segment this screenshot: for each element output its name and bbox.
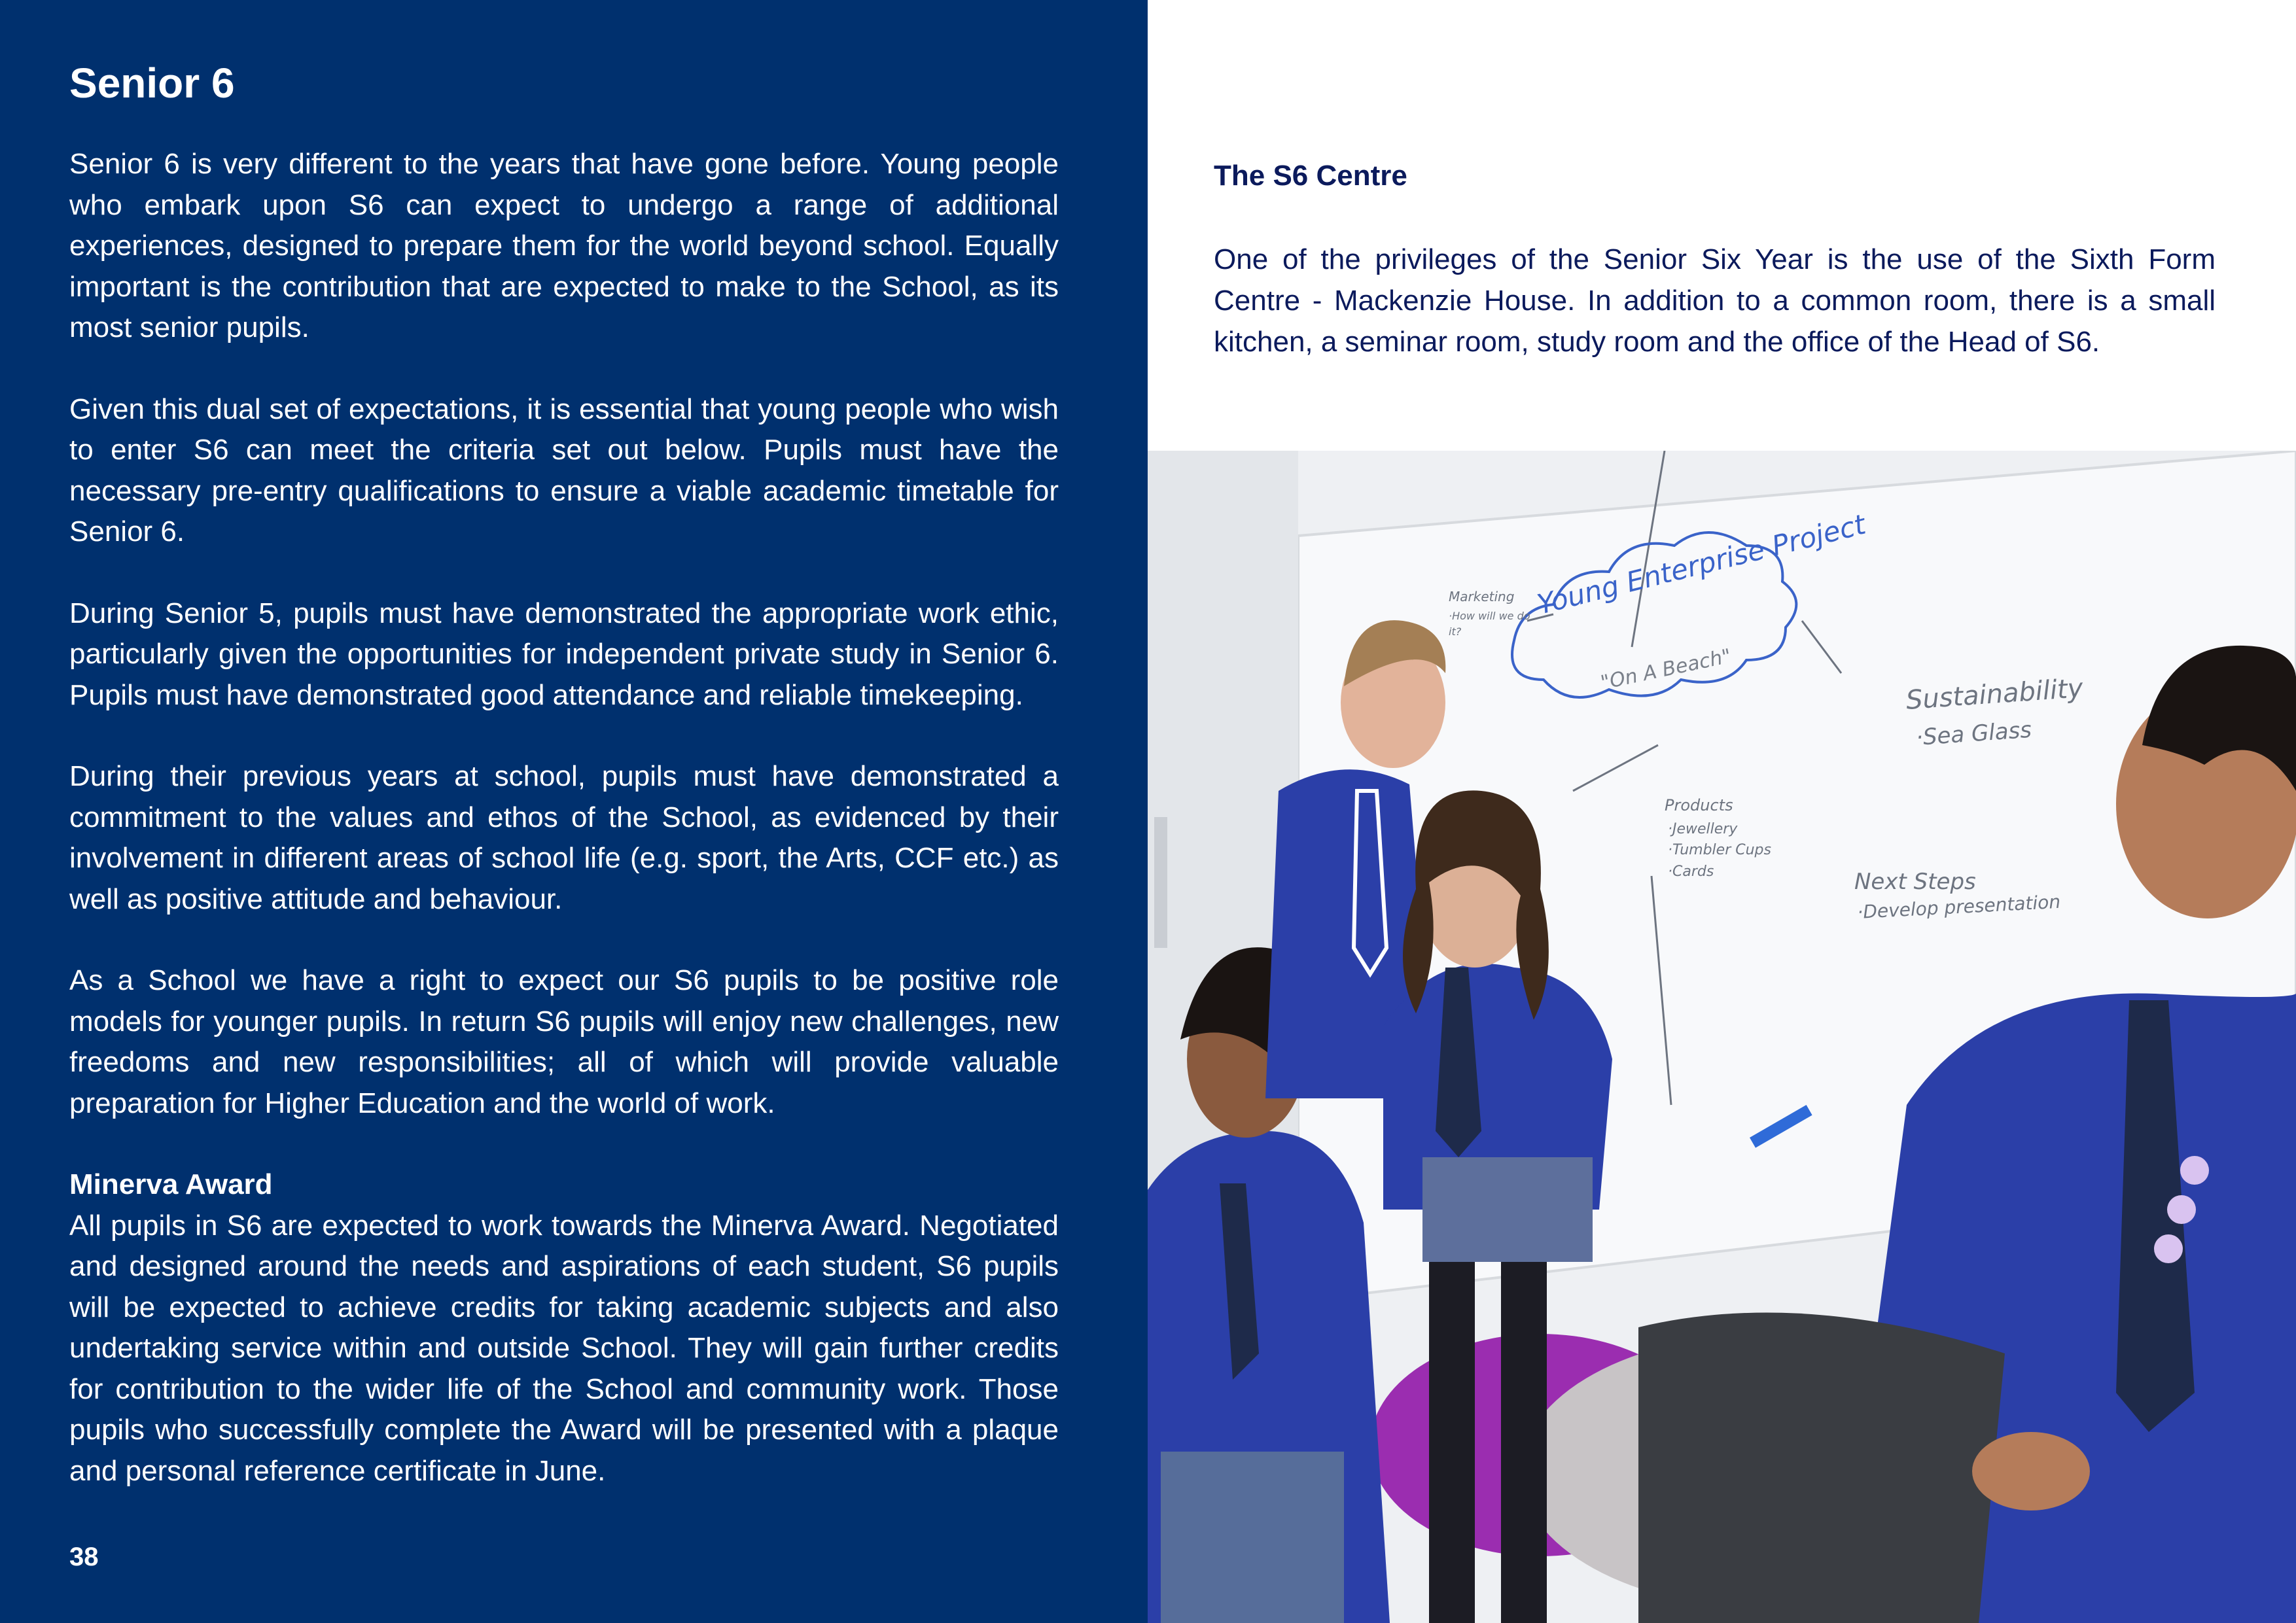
cloud-title: Young Enterprise Project (1534, 508, 1869, 621)
paragraph-role-models: As a School we have a right to expect our S6 pupils to be positive role models for younger pupils. In return S6 pupils will enjoy new challenges, new freedoms and new responsibilities; all of which will provide valuable preparation for Higher Education and the world of work. (69, 964, 1059, 1119)
minerva-text: All pupils in S6 are expected to work towards the Minerva Award. Negotiated and designed around the needs and aspirations of each student, S6 pupils will be expected to achieve credits for taking academic subjects and also undertaking service within and outside School. They will gain further credits for contribution to the wider life of the School and community work. Those pupils who successfully complete the Award will be presented with a plaque and personal reference certificate in June. (69, 1209, 1059, 1487)
students-illustration (1148, 451, 2296, 1623)
products-item-3: ·Cards (1668, 864, 1714, 880)
products-item-1: ·Jewellery (1668, 821, 1738, 837)
right-text-area (1148, 0, 2296, 451)
minerva-heading: Minerva Award (69, 1168, 273, 1200)
next-steps-item: ·Develop presentation (1856, 890, 2061, 923)
sustainability-item: ·Sea Glass (1915, 716, 2033, 751)
paragraph-expectations: Given this dual set of expectations, it is essential that young people who wish to enter S6 can meet the criteria set out below. Pupils must have the necessary pre-entry qualifications to ensure a viable academic timetable for Senior 6. (69, 393, 1059, 548)
products-item-2: ·Tumbler Cups (1668, 842, 1771, 858)
body-text (69, 144, 1059, 1492)
paragraph-intro: Senior 6 is very different to the years that have gone before. Young people who embark upon S6 can expect to undergo a range of additional experiences, designed to prepare them for the world beyond school. Equally important is the contribution that are expected to make to the School, as its most senior pupils. (69, 148, 1059, 343)
page-number: 38 (69, 1543, 99, 1571)
sustainability-label: Sustainability (1905, 673, 2084, 716)
marketing-label: Marketing (1449, 589, 1515, 604)
marketing-item-2: it? (1449, 625, 1462, 638)
marketing-item-1: ·How will we do (1449, 610, 1530, 622)
paragraph-values: During their previous years at school, pupils must have demonstrated a commitment to the values and ethos of the School, as evidenced by their involvement in different areas of school life (e.g. sport, the Arts, CCF etc.) as well as positive attitude and behaviour. (69, 760, 1059, 915)
page-title: Senior 6 (69, 60, 235, 107)
s6-centre-heading: The S6 Centre (1214, 160, 1407, 192)
cloud-sub: "On A Beach" (1598, 644, 1733, 695)
s6-centre-text: One of the privileges of the Senior Six Year is the use of the Sixth Form Centre - Mackenzie House. In addition to a common room, there is a small kitchen, a seminar room, study room and the office of the Head of S6. (1214, 243, 2216, 358)
products-label: Products (1665, 796, 1733, 814)
door-handle (1154, 817, 1167, 948)
students-photo (1148, 451, 2296, 1623)
paragraph-work-ethic: During Senior 5, pupils must have demonstrated the appropriate work ethic, particularly given the opportunities for independent private study in Senior 6. Pupils must have demonstrated good attendance and reliable timekeeping. (69, 597, 1059, 711)
next-steps-label: Next Steps (1854, 869, 1976, 895)
